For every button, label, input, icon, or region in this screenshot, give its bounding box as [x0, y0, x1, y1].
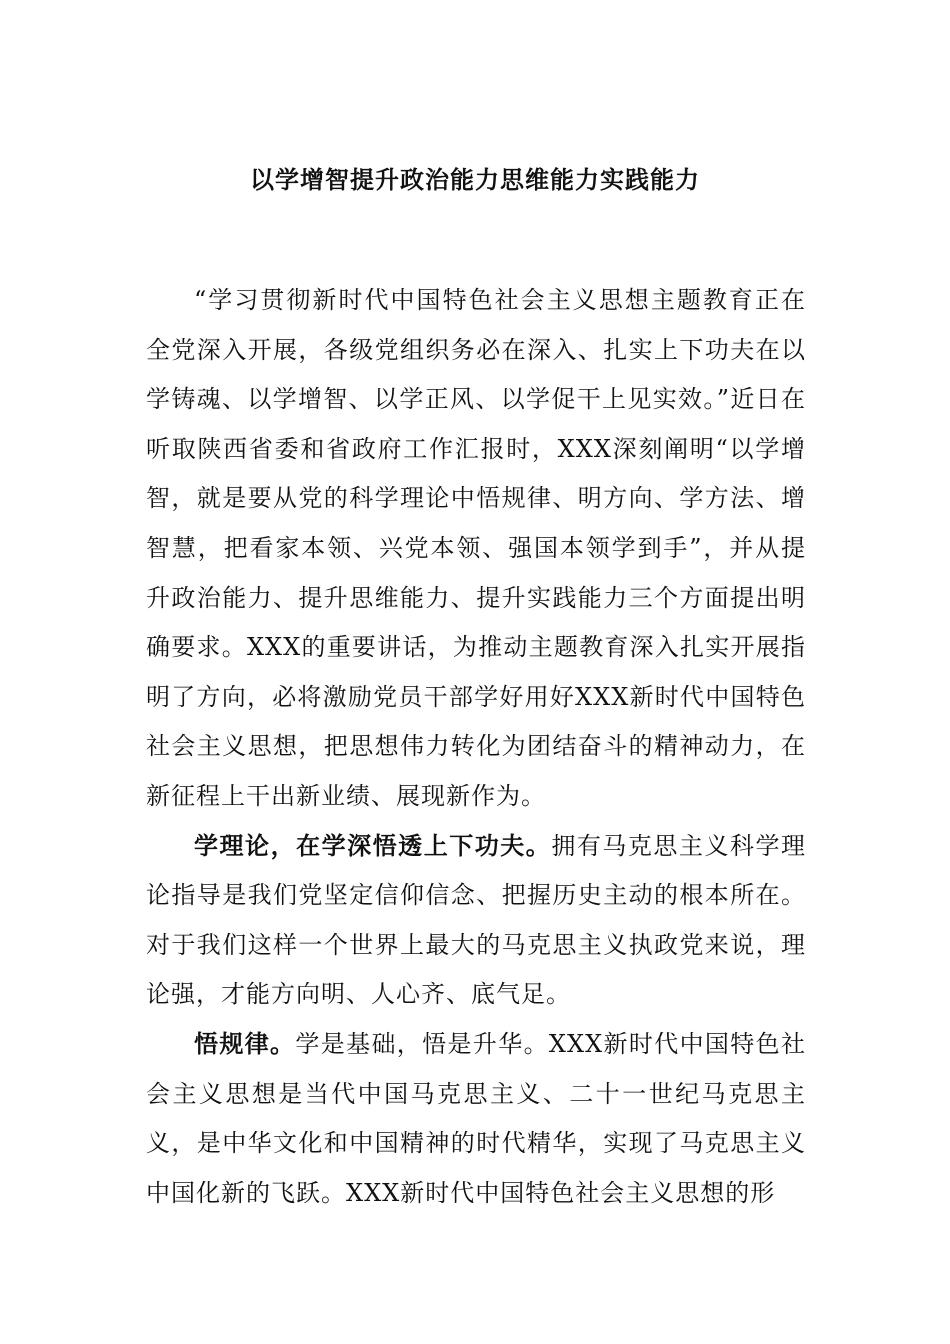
paragraph-text: 拥有马克思主义科学理论指导是我们党坚定信仰信念、把握历史主动的根本所在。对于我们这样一个世界上最大的马克思主义执政党来说，理论强，才能方向明、人心齐、底气足。 [146, 831, 807, 1009]
paragraph-lead: 悟规律。 [194, 1029, 296, 1058]
document-body [146, 276, 806, 1218]
paragraph-text: “学习贯彻新时代中国特色社会主义思想主题教育正在全党深入开展，各级党组织务必在深入、扎实上下功夫在以学铸魂、以学增智、以学正风、以学促干上见实效。”近日在听取陕西省委和省政府工作汇报时，XXX深刻阐明“以学增智，就是要从党的科学理论中悟规律、明方向、学方法、增智慧，把看家本领、兴党本领、强国本领学到手”，并从提升政治能力、提升思维能力、提升实践能力三个方面提出明确要求。XXX的重要讲话，为推动主题教育深入扎实开展指明了方向，必将激励党员干部学好用好XXX新时代中国特色社会主义思想，把思想伟力转化为团结奋斗的精神动力，在新征程上干出新业绩、展现新作为。 [146, 286, 806, 810]
paragraph-lead: 学理论，在学深悟透上下功夫。 [194, 831, 552, 860]
paragraph-text: 学是基础，悟是升华。XXX新时代中国特色社会主义思想是当代中国马克思主义、二十一世纪马克思主义，是中华文化和中国精神的时代精华，实现了马克思主义中国化新的飞跃。XXX新时代中国特色社会主义思想的形 [146, 1029, 806, 1207]
paragraph-study-theory [146, 822, 806, 1020]
document-title: 以学增智提升政治能力思维能力实践能力 [250, 166, 700, 194]
paragraph-intro [146, 276, 806, 822]
paragraph-understand-laws [146, 1020, 806, 1218]
